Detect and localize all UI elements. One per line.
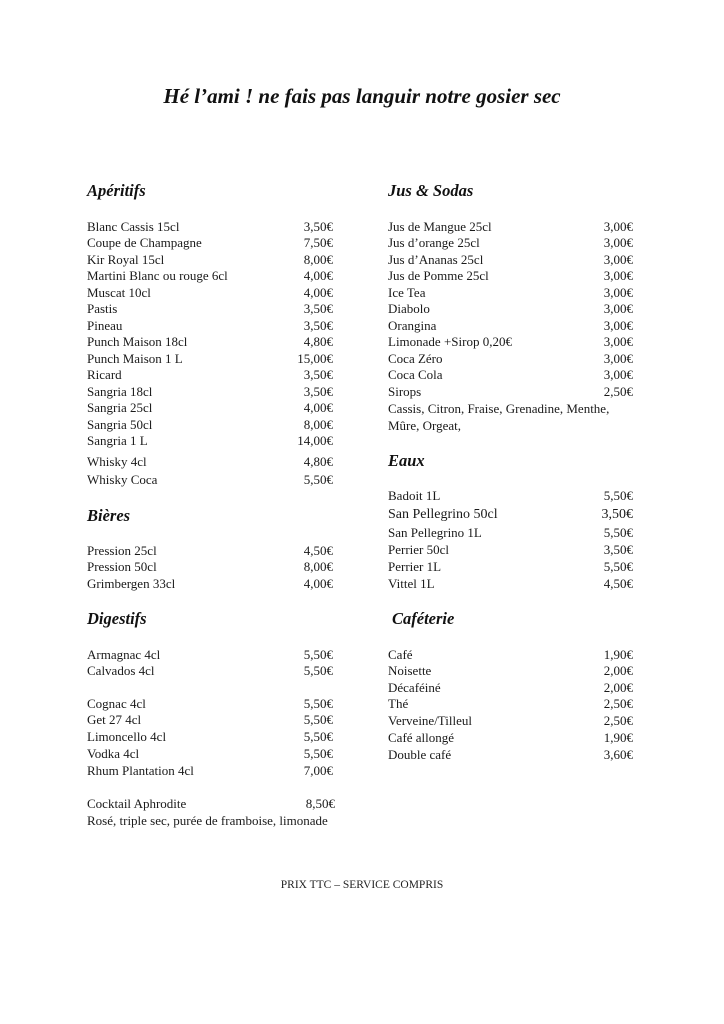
menu-item bbox=[87, 575, 333, 592]
item-price: 4,00€ bbox=[303, 268, 333, 283]
item-name: Coupe de Champagne bbox=[87, 235, 202, 250]
item-name: Sangria 50cl bbox=[87, 417, 153, 432]
menu-item bbox=[388, 383, 633, 400]
item-price: 4,80€ bbox=[303, 334, 333, 349]
item-name: Jus de Pomme 25cl bbox=[388, 268, 489, 283]
item-price: 3,50€ bbox=[303, 384, 333, 399]
item-name: Ice Tea bbox=[388, 285, 426, 300]
item-price: 4,00€ bbox=[303, 400, 333, 415]
cocktail-description: Rosé, triple sec, purée de framboise, limonade bbox=[87, 813, 328, 828]
item-price: 3,50€ bbox=[603, 542, 633, 557]
item-price: 5,50€ bbox=[303, 663, 333, 678]
menu-item bbox=[87, 728, 333, 745]
menu-item bbox=[388, 350, 633, 367]
menu-item bbox=[388, 333, 633, 350]
cocktail-item bbox=[87, 795, 335, 812]
item-name: Cognac 4cl bbox=[87, 696, 146, 711]
item-price: 8,00€ bbox=[303, 559, 333, 574]
item-name: Jus d’orange 25cl bbox=[388, 235, 480, 250]
item-name: Pression 25cl bbox=[87, 543, 157, 558]
menu-item bbox=[388, 746, 633, 763]
menu-item bbox=[87, 267, 333, 284]
item-price: 3,00€ bbox=[603, 367, 633, 382]
item-price: 4,00€ bbox=[303, 285, 333, 300]
menu-item bbox=[87, 350, 333, 367]
section-heading-eaux: Eaux bbox=[388, 451, 425, 470]
item-price: 2,00€ bbox=[603, 680, 633, 695]
item-name: Cocktail Aphrodite bbox=[87, 796, 187, 811]
item-price: 5,50€ bbox=[303, 472, 333, 487]
item-price: 8,00€ bbox=[303, 252, 333, 267]
menu-item bbox=[388, 300, 633, 317]
menu-item bbox=[87, 695, 333, 712]
item-name: Verveine/Tilleul bbox=[388, 713, 473, 728]
item-price: 3,00€ bbox=[603, 301, 633, 316]
menu-item bbox=[87, 317, 333, 334]
item-name: Café allongé bbox=[388, 730, 455, 745]
item-name: Coca Zéro bbox=[388, 351, 443, 366]
menu-item bbox=[87, 333, 333, 350]
menu-item bbox=[87, 251, 333, 268]
item-name: Jus d’Ananas 25cl bbox=[388, 252, 484, 267]
item-name: Vodka 4cl bbox=[87, 746, 140, 761]
item-name: Grimbergen 33cl bbox=[87, 576, 176, 591]
item-name: Whisky Coca bbox=[87, 472, 158, 487]
section-heading-jus-sodas: Jus & Sodas bbox=[388, 181, 474, 200]
item-price: 3,00€ bbox=[603, 235, 633, 250]
item-price: 3,00€ bbox=[603, 252, 633, 267]
item-price: 4,80€ bbox=[303, 454, 333, 469]
menu-item bbox=[87, 711, 333, 728]
item-name: Pastis bbox=[87, 301, 118, 316]
item-price: 3,50€ bbox=[303, 219, 333, 234]
menu-item bbox=[388, 506, 633, 523]
menu-item bbox=[87, 662, 333, 679]
item-name: Sirops bbox=[388, 384, 422, 399]
item-price: 2,50€ bbox=[603, 384, 633, 399]
menu-item bbox=[87, 762, 333, 779]
menu-item bbox=[388, 646, 633, 663]
menu-item bbox=[87, 542, 333, 559]
menu-item bbox=[87, 471, 333, 488]
item-price: 8,50€ bbox=[305, 796, 335, 811]
menu-item bbox=[388, 251, 633, 268]
item-name: Pression 50cl bbox=[87, 559, 157, 574]
menu-item bbox=[388, 487, 633, 504]
item-name: Armagnac 4cl bbox=[87, 647, 161, 662]
menu-item bbox=[388, 218, 633, 235]
menu-item bbox=[87, 646, 333, 663]
item-price: 4,50€ bbox=[303, 543, 333, 558]
item-price: 3,00€ bbox=[603, 268, 633, 283]
menu-item bbox=[87, 745, 333, 762]
item-name: Décaféiné bbox=[388, 680, 441, 695]
item-name: Thé bbox=[388, 696, 409, 711]
item-price: 3,50€ bbox=[303, 301, 333, 316]
item-price: 5,50€ bbox=[303, 712, 333, 727]
item-name: Martini Blanc ou rouge 6cl bbox=[87, 268, 228, 283]
item-name: Ricard bbox=[87, 367, 122, 382]
menu-item bbox=[388, 541, 633, 558]
item-price: 5,50€ bbox=[303, 729, 333, 744]
menu-item bbox=[388, 729, 633, 746]
menu-item bbox=[87, 432, 333, 449]
menu-item bbox=[388, 695, 633, 712]
item-price: 5,50€ bbox=[603, 488, 633, 503]
item-price: 8,00€ bbox=[303, 417, 333, 432]
menu-item bbox=[388, 317, 633, 334]
section-heading-aperitifs: Apéritifs bbox=[87, 181, 146, 200]
item-name: Perrier 50cl bbox=[388, 542, 450, 557]
menu-item bbox=[87, 366, 333, 383]
section-heading-digestifs: Digestifs bbox=[87, 609, 147, 628]
menu-item bbox=[388, 712, 633, 729]
menu-item bbox=[87, 300, 333, 317]
menu-item bbox=[87, 453, 333, 470]
menu-item bbox=[388, 234, 633, 251]
item-name: Diabolo bbox=[388, 301, 430, 316]
item-name: Punch Maison 1 L bbox=[87, 351, 183, 366]
item-name: San Pellegrino 50cl bbox=[388, 507, 498, 522]
item-price: 7,00€ bbox=[303, 763, 333, 778]
item-price: 3,00€ bbox=[603, 334, 633, 349]
menu-item bbox=[388, 679, 633, 696]
item-price: 5,50€ bbox=[303, 647, 333, 662]
menu-item bbox=[87, 399, 333, 416]
item-price: 2,00€ bbox=[603, 663, 633, 678]
footer-note: PRIX TTC – SERVICE COMPRIS bbox=[280, 879, 444, 891]
item-price: 5,50€ bbox=[303, 696, 333, 711]
item-name: Get 27 4cl bbox=[87, 712, 142, 727]
item-price: 3,00€ bbox=[603, 318, 633, 333]
item-price: 7,50€ bbox=[303, 235, 333, 250]
menu-item bbox=[388, 662, 633, 679]
item-price: 4,00€ bbox=[303, 576, 333, 591]
item-name: Rhum Plantation 4cl bbox=[87, 763, 194, 778]
menu-item bbox=[87, 284, 333, 301]
menu-item bbox=[87, 234, 333, 251]
sirops-flavors-line-2: Mûre, Orgeat, bbox=[388, 418, 462, 433]
item-name: Sangria 18cl bbox=[87, 384, 153, 399]
item-name: Badoit 1L bbox=[388, 488, 441, 503]
item-name: Calvados 4cl bbox=[87, 663, 155, 678]
item-name: Whisky 4cl bbox=[87, 454, 147, 469]
menu-item bbox=[388, 366, 633, 383]
item-name: Sangria 25cl bbox=[87, 400, 153, 415]
item-price: 5,50€ bbox=[303, 746, 333, 761]
menu-item bbox=[388, 524, 633, 541]
section-heading-cafeterie: Caféterie bbox=[392, 609, 455, 628]
item-price: 2,50€ bbox=[603, 713, 633, 728]
item-name: Limonade +Sirop 0,20€ bbox=[388, 334, 512, 349]
item-price: 1,90€ bbox=[603, 647, 633, 662]
item-name: Kir Royal 15cl bbox=[87, 252, 165, 267]
item-name: Blanc Cassis 15cl bbox=[87, 219, 180, 234]
menu-item bbox=[87, 558, 333, 575]
item-price: 14,00€ bbox=[297, 433, 333, 448]
menu-item bbox=[87, 383, 333, 400]
item-name: Sangria 1 L bbox=[87, 433, 148, 448]
item-name: Orangina bbox=[388, 318, 437, 333]
item-name: Noisette bbox=[388, 663, 432, 678]
item-price: 1,90€ bbox=[603, 730, 633, 745]
item-name: Coca Cola bbox=[388, 367, 443, 382]
menu-item bbox=[87, 218, 333, 235]
item-name: Vittel 1L bbox=[388, 576, 435, 591]
item-price: 3,60€ bbox=[603, 747, 633, 762]
section-heading-bieres: Bières bbox=[87, 506, 131, 525]
item-name: Punch Maison 18cl bbox=[87, 334, 188, 349]
sirops-flavors-line-1: Cassis, Citron, Fraise, Grenadine, Menthe, bbox=[388, 401, 610, 416]
item-price: 2,50€ bbox=[603, 696, 633, 711]
item-price: 3,50€ bbox=[601, 507, 633, 522]
item-price: 15,00€ bbox=[297, 351, 333, 366]
item-price: 4,50€ bbox=[603, 576, 633, 591]
item-name: San Pellegrino 1L bbox=[388, 525, 482, 540]
item-price: 3,00€ bbox=[603, 285, 633, 300]
item-price: 3,00€ bbox=[603, 351, 633, 366]
item-name: Jus de Mangue 25cl bbox=[388, 219, 492, 234]
item-name: Perrier 1L bbox=[388, 559, 442, 574]
page-title: Hé l’ami ! ne fais pas languir notre gosier sec bbox=[163, 84, 561, 108]
menu-item bbox=[388, 267, 633, 284]
item-name: Pineau bbox=[87, 318, 123, 333]
menu-item bbox=[87, 416, 333, 433]
item-name: Muscat 10cl bbox=[87, 285, 151, 300]
item-price: 3,00€ bbox=[603, 219, 633, 234]
item-price: 3,50€ bbox=[303, 367, 333, 382]
item-name: Limoncello 4cl bbox=[87, 729, 167, 744]
item-price: 3,50€ bbox=[303, 318, 333, 333]
menu-item bbox=[388, 558, 633, 575]
item-price: 5,50€ bbox=[603, 525, 633, 540]
item-name: Double café bbox=[388, 747, 452, 762]
menu-item bbox=[388, 284, 633, 301]
menu-item bbox=[388, 575, 633, 592]
item-name: Café bbox=[388, 647, 413, 662]
item-price: 5,50€ bbox=[603, 559, 633, 574]
